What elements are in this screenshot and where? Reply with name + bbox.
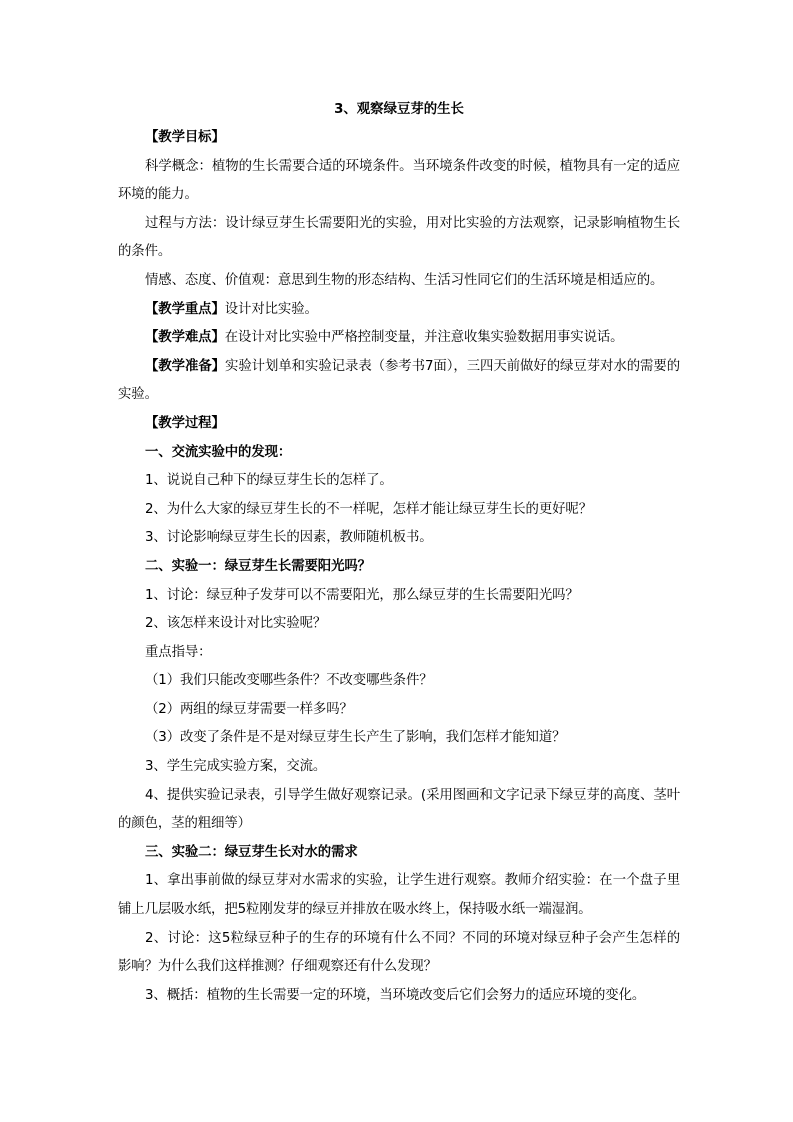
section2-heading: 二、实验一：绿豆芽生长需要阳光吗？ (145, 558, 371, 574)
section2-guide-2: （2）两组的绿豆芽需要一样多吗？ (145, 701, 353, 717)
section3-heading: 三、实验二：绿豆芽生长对水的需求 (145, 844, 358, 860)
preparation (118, 353, 680, 410)
goal-method: 过程与方法：设计绿豆芽生长需要阳光的实验，用对比实验的方法观察，记录影响植物生长的条件。 (118, 215, 680, 260)
key-point-heading: 【教学重点】 (145, 301, 225, 317)
section1-heading: 一、交流实验中的发现： (145, 444, 292, 460)
preparation-heading: 【教学准备】 (145, 358, 225, 374)
document-page (118, 96, 680, 1010)
goal-attitude: 情感、态度、价值观：意思到生物的形态结构、生活习性同它们的生活环境是相适应的。 (145, 272, 664, 288)
section3-item2: 2、讨论：这5粒绿豆种子的生存的环境有什么不同？不同的环境对绿豆种子会产生怎样的影响？为什么我们这样推测？仔细观察还有什么发现？ (118, 930, 680, 975)
section2-guide: 重点指导： (145, 644, 212, 660)
section2-item2: 2、该怎样来设计对比实验呢？ (145, 616, 327, 632)
preparation-text: 实验计划单和实验记录表（参考书7面），三四天前做好的绿豆芽对水的需要的实验。 (118, 358, 680, 403)
section2-guide-3: （3）改变了条件是不是对绿豆芽生长产生了影响，我们怎样才能知道？ (145, 730, 566, 746)
section1-item3: 3、讨论影响绿豆芽生长的因素，教师随机板书。 (145, 530, 433, 546)
section1-item2: 2、为什么大家的绿豆芽生长的不一样呢，怎样才能让绿豆芽生长的更好呢？ (145, 501, 593, 517)
section3-item3: 3、概括：植物的生长需要一定的环境，当环境改变后它们会努力的适应环境的变化。 (145, 987, 646, 1003)
goal-concept: 科学概念：植物的生长需要合适的环境条件。当环境条件改变的时候，植物具有一定的适应环境的能力。 (118, 158, 680, 203)
section2-guide-1: （1）我们只能改变哪些条件？不改变哪些条件？ (145, 673, 433, 689)
difficulty-heading: 【教学难点】 (145, 330, 225, 346)
difficulty (118, 324, 680, 353)
section2-item4: 4、提供实验记录表，引导学生做好观察记录。(采用图画和文字记录下绿豆芽的高度、茎叶的颜色，茎的粗细等） (118, 787, 680, 832)
process-heading-text: 【教学过程】 (145, 415, 225, 431)
section2-item1: 1、讨论：绿豆种子发芽可以不需要阳光，那么绿豆芽的生长需要阳光吗？ (145, 587, 579, 603)
difficulty-text: 在设计对比实验中严格控制变量，并注意收集实验数据用事实说话。 (224, 330, 624, 346)
key-point (118, 296, 680, 325)
process-heading (118, 410, 680, 439)
section1-item1: 1、说说自己种下的绿豆芽生长的怎样了。 (145, 473, 393, 489)
goals-heading-text: 【教学目标】 (145, 130, 225, 145)
section3-item1: 1、拿出事前做的绿豆芽对水需求的实验，让学生进行观察。教师介绍实验：在一个盘子里铺上几层吸水纸，把5粒刚发芽的绿豆并排放在吸水终上，保持吸水纸一端湿润。 (118, 873, 680, 918)
key-point-text: 设计对比实验。 (224, 301, 318, 317)
doc-title: 3、观察绿豆芽的生长 (334, 102, 464, 117)
section2-item3: 3、学生完成实验方案，交流。 (145, 759, 327, 775)
goals-heading (118, 124, 680, 153)
